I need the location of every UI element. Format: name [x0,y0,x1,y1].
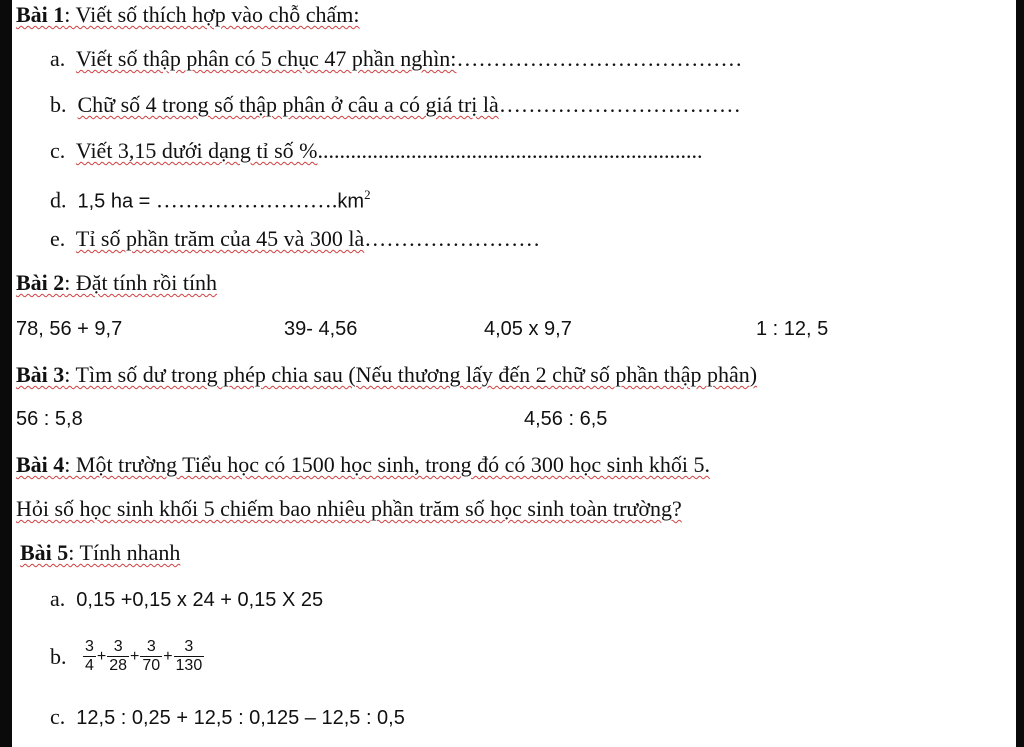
fraction-numerator: 3 [85,638,94,656]
bai4-text-2: Hỏi số học sinh khối 5 chiếm bao nhiêu phần trăm số học sinh toàn trường? [16,496,682,521]
bai4-heading: Bài 4 [16,452,65,477]
fraction [140,638,162,675]
bai5-item-b [50,632,204,680]
bai1-title-text: : Viết số thích hợp vào chỗ chấm: [64,2,360,27]
item-text: Chữ số 4 trong số thập phân ở câu a có giá trị là [77,92,499,117]
fraction [107,638,129,675]
bai1-item-b [50,92,741,118]
bai1-item-e [50,226,540,252]
fraction-numerator: 3 [140,638,162,657]
bai1-heading: Bài 1 [16,2,65,27]
answer-dots: ...................................................................... [317,138,703,163]
bai4-line-1 [16,452,710,478]
item-label: a. [50,46,66,71]
bai3-heading: Bài 3 [16,362,65,387]
bai5-item-a [50,586,323,613]
left-frame-edge [0,0,12,747]
bai2-problem-1: 78, 56 + 9,7 [16,318,123,340]
item-label: c. [50,138,66,163]
fraction-numerator: 3 [107,638,129,657]
fraction-denominator: 70 [142,657,161,675]
fraction-denominator: 4 [85,657,94,675]
item-text: Tỉ số phần trăm của 45 và 300 là [75,226,365,251]
item-text: Viết số thập phân có 5 chục 47 phần nghìn: [75,46,457,71]
item-label: c. [50,704,66,729]
item-label: b. [50,643,67,669]
unit-km: km [337,190,365,213]
bai4-text-1: : Một trường Tiểu học có 1500 học sinh, trong đó có 300 học sinh khối 5. [64,452,710,477]
item-expression: 12,5 : 0,25 + 12,5 : 0,125 – 12,5 : 0,5 [76,707,405,729]
bai1-item-a [50,46,742,72]
plus-sign: + [130,647,140,665]
bai3-title [16,362,757,388]
bai3-title-text: : Tìm số dư trong phép chia sau (Nếu thương lấy đến 2 chữ số phần thập phân) [64,362,758,387]
right-frame-edge [1016,0,1024,747]
unit-exponent: 2 [364,187,371,202]
bai5-title [20,540,180,566]
bai2-problem-3: 4,05 x 9,7 [484,318,572,340]
item-label: e. [50,226,66,251]
fraction-numerator: 3 [174,638,205,657]
item-text: Viết 3,15 dưới dạng tỉ số % [75,138,318,163]
bai2-title [16,270,217,296]
plus-sign: + [163,647,173,665]
bai1-item-d [50,182,371,214]
bai2-problem-2: 39- 4,56 [284,318,358,340]
answer-dots: ………………………………… [456,46,743,71]
bai3-problem-1: 56 : 5,8 [16,408,83,430]
bai1-item-c [50,138,702,164]
bai1-title [16,2,360,28]
answer-dots: …………………… [364,226,541,251]
plus-sign: + [96,647,107,665]
item-label: b. [50,92,67,117]
bai5-item-c [50,704,405,731]
answer-dots: ……………………. [155,187,338,213]
bai2-title-text: : Đặt tính rồi tính [64,270,218,295]
fraction [174,638,205,675]
bai3-problem-2: 4,56 : 6,5 [524,408,608,430]
bai4-line-2 [16,496,682,522]
bai2-problem-4: 1 : 12, 5 [756,318,829,340]
bai5-title-text: : Tính nhanh [68,540,181,565]
item-text: 1,5 ha = [77,190,156,213]
item-label: d. [50,187,67,213]
fraction-denominator: 130 [175,657,203,675]
item-expression: 0,15 +0,15 x 24 + 0,15 X 25 [76,589,324,611]
item-label: a. [50,586,66,611]
answer-dots: …………………………… [498,92,741,117]
fraction-denominator: 28 [109,657,128,675]
fraction [83,638,96,675]
bai5-heading: Bài 5 [20,540,69,565]
bai2-heading: Bài 2 [16,270,65,295]
